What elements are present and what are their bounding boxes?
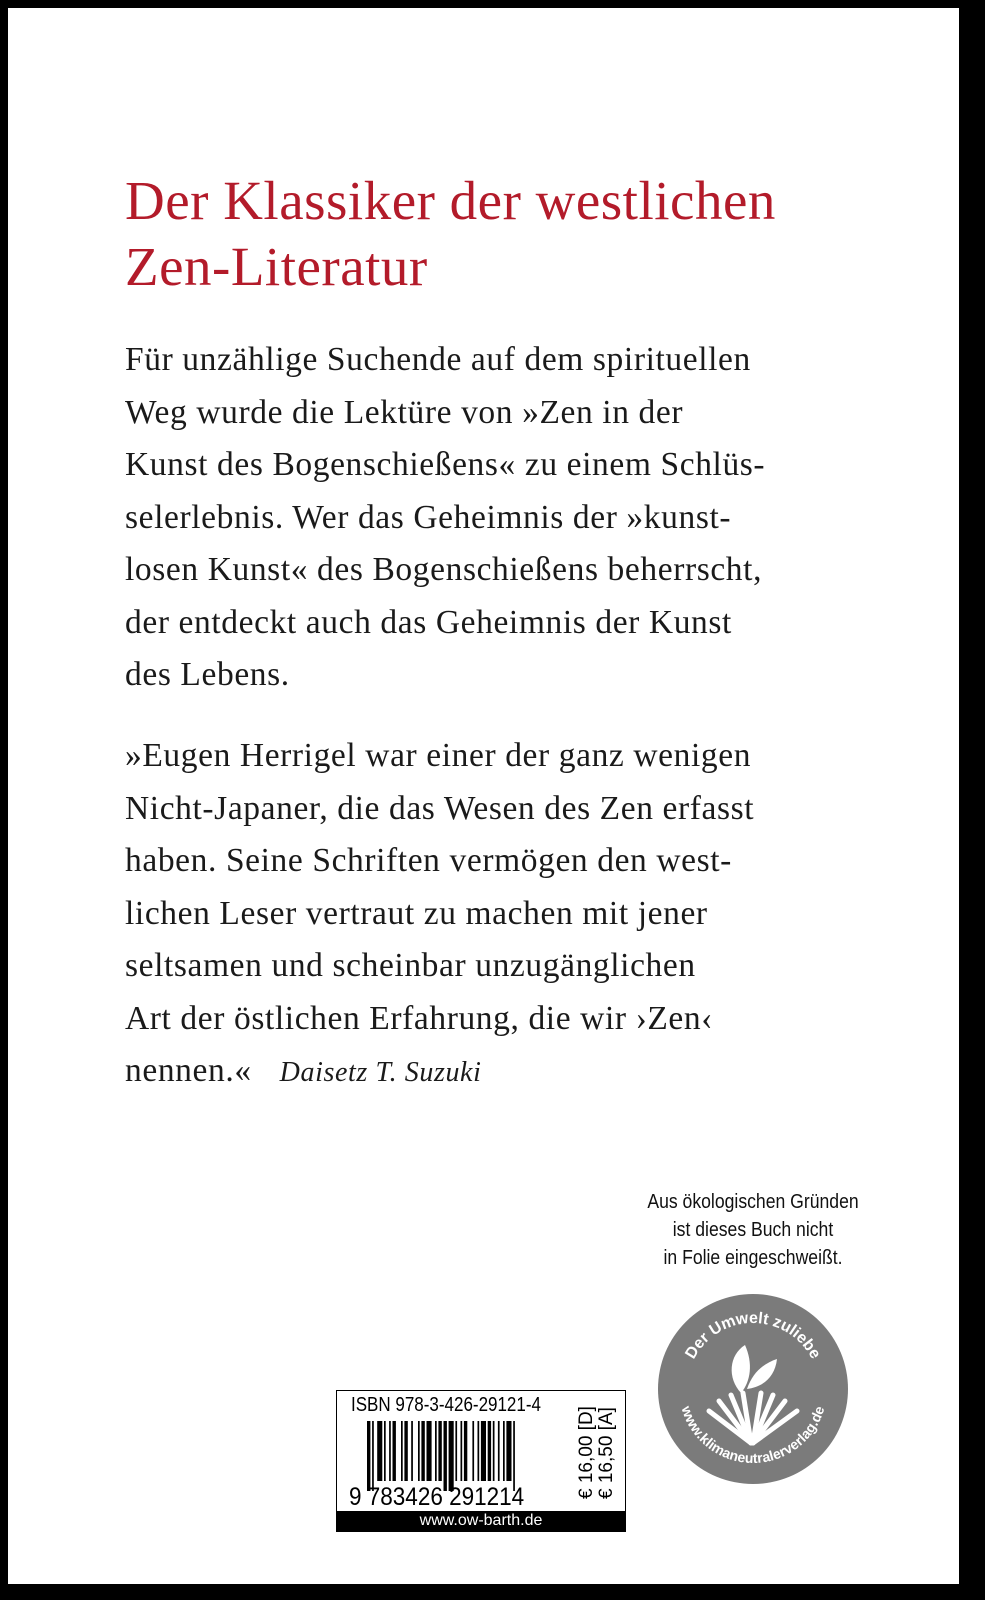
barcode-bar xyxy=(418,1421,420,1481)
barcode-bar xyxy=(367,1421,370,1491)
barcode-bar xyxy=(488,1421,491,1481)
quote-author: Daisetz T. Suzuki xyxy=(279,1057,482,1088)
text-line: haben. Seine Schriften vermögen den west- xyxy=(125,842,732,879)
text-line: selerlebnis. Wer das Geheimnis der »kunst- xyxy=(125,498,732,536)
barcode-bar xyxy=(498,1421,500,1481)
barcode-bar xyxy=(472,1421,474,1481)
barcode-bar xyxy=(401,1421,403,1481)
barcode-bar xyxy=(377,1421,382,1481)
barcode-bar xyxy=(444,1421,447,1491)
barcode-bar xyxy=(421,1421,424,1481)
headline-line: Zen-Literatur xyxy=(125,236,428,297)
barcode-bar xyxy=(372,1421,374,1491)
climate-neutral-seal xyxy=(657,1293,849,1485)
isbn-barcode-label xyxy=(336,1390,626,1532)
text-line: des Lebens. xyxy=(125,656,290,693)
barcode-bar xyxy=(464,1421,467,1481)
barcode-bar xyxy=(393,1421,396,1481)
barcode-bar xyxy=(438,1421,441,1481)
barcode-bar xyxy=(435,1421,437,1481)
cover-headline xyxy=(125,168,776,300)
text-line: der entdeckt auch das Geheimnis der Kunst xyxy=(125,603,732,641)
barcode-bar xyxy=(404,1421,407,1481)
barcode-bar xyxy=(389,1421,391,1481)
barcode-bar xyxy=(493,1421,495,1481)
price-austria: € 16,50 [A] xyxy=(596,1407,617,1499)
text-line: »Eugen Herrigel war einer der ganz wenigen xyxy=(125,737,752,774)
barcode-bar xyxy=(384,1421,386,1481)
eco-note-line: in Folie eingeschweißt. xyxy=(663,1247,843,1269)
quote-paragraph xyxy=(125,730,754,1100)
barcode-bar xyxy=(481,1421,486,1481)
headline-line: Der Klassiker der westlichen xyxy=(125,170,776,231)
barcode-digits: 9 783426 291214 xyxy=(349,1483,525,1511)
text-line: seltsamen und scheinbar unzugänglichen xyxy=(125,947,696,984)
barcode-bar xyxy=(461,1421,463,1481)
price-germany: € 16,00 [D] xyxy=(576,1406,597,1499)
eco-note-line: Aus ökologischen Gründen xyxy=(647,1191,859,1213)
text-line: losen Kunst« des Bogenschießens beherrscht, xyxy=(125,551,763,588)
barcode-bar xyxy=(503,1421,505,1481)
seal-bottom-text: www.klimaneutralerverlag.de xyxy=(678,1403,828,1467)
barcode-bar xyxy=(449,1421,454,1491)
text-line: Kunst des Bogenschießens« zu einem Schlüs- xyxy=(125,446,766,483)
publisher-url: www.ow-barth.de xyxy=(337,1511,625,1531)
barcode-bar xyxy=(427,1421,432,1481)
price-block xyxy=(577,1406,617,1499)
barcode-bar xyxy=(478,1421,480,1481)
text-line: Art der östlichen Erfahrung, die wir ›Zen‹ xyxy=(125,999,713,1037)
text-line xyxy=(125,1045,754,1100)
text-line: Nicht-Japaner, die das Wesen des Zen erfasst xyxy=(125,789,755,827)
barcode-bar xyxy=(506,1421,511,1481)
barcode-bar xyxy=(455,1421,457,1481)
barcode-bar xyxy=(513,1421,515,1491)
text-line: Für unzählige Suchende auf dem spirituellen xyxy=(125,341,751,378)
barcode-bars xyxy=(367,1421,567,1491)
blurb-paragraph xyxy=(125,334,765,702)
book-back-cover xyxy=(8,8,959,1584)
isbn-number: ISBN 978-3-426-29121-4 xyxy=(351,1394,541,1416)
seal-top-text: Der Umwelt zuliebe xyxy=(682,1309,824,1362)
text-line-end: nennen.« xyxy=(125,1052,252,1089)
barcode-bar xyxy=(411,1421,413,1481)
eco-note-line: ist dieses Buch nicht xyxy=(672,1219,834,1241)
text-line: Weg wurde die Lektüre von »Zen in der xyxy=(125,393,684,431)
eco-note xyxy=(625,1188,880,1272)
text-line: lichen Leser vertraut zu machen mit jener xyxy=(125,894,708,932)
